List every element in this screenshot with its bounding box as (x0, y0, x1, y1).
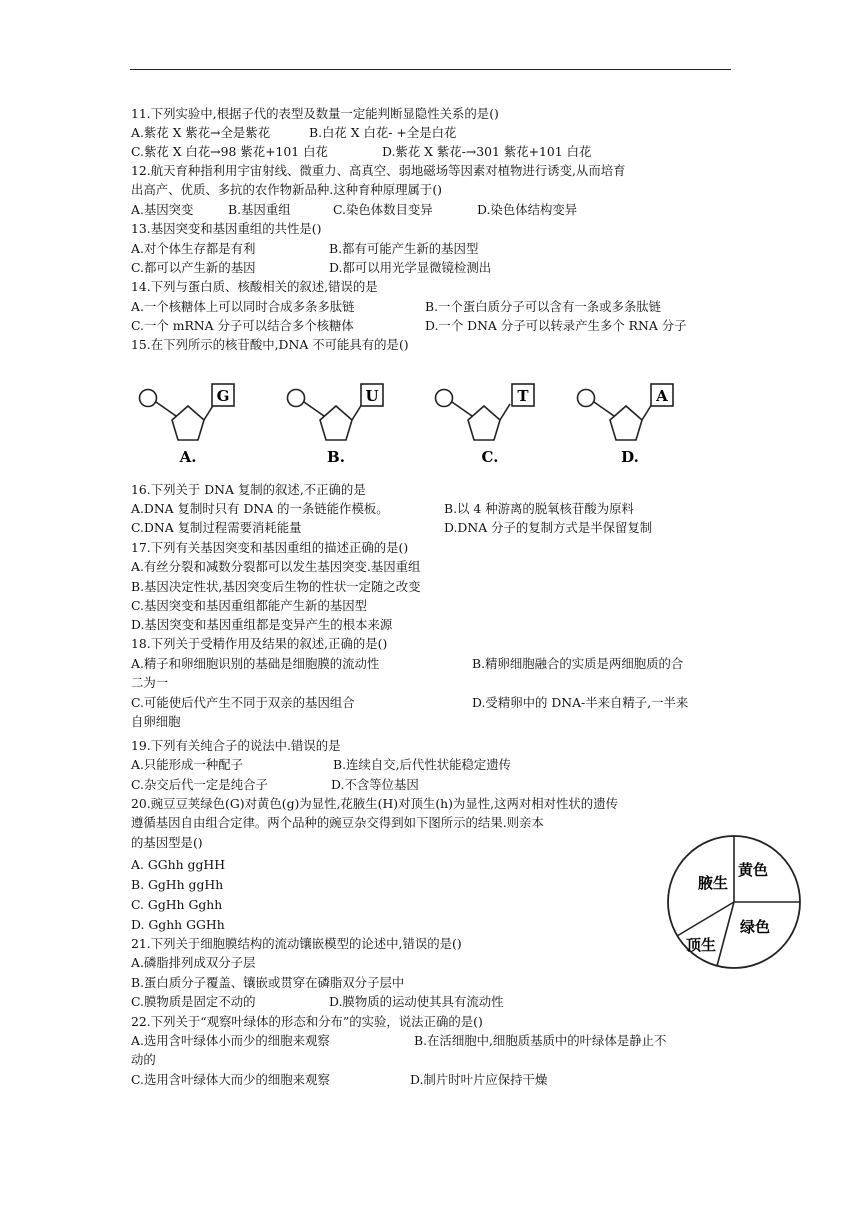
q22-option-b: B.在活细胞中,细胞质基质中的叶绿体是静止不 (414, 1033, 667, 1048)
q20-stem-line3: 的基因型是() (131, 835, 203, 850)
q11-option-c: C.紫花 X 白花→98 紫花+101 白花 (131, 144, 328, 159)
q18-option-d-cont: 自卵细胞 (131, 714, 181, 729)
q21-stem: 21.下列关于细胞膜结构的流动镶嵌模型的论述中,错误的是() (131, 936, 462, 951)
q14-stem: 14.下列与蛋白质、核酸相关的叙述,错误的是 (131, 279, 378, 294)
q15-stem: 15.在下列所示的核苷酸中,DNA 不可能具有的是() (131, 337, 409, 352)
q12-option-a: A.基因突变 (131, 202, 194, 217)
q21-option-b: B.蛋白质分子覆盖、镶嵌或贯穿在磷脂双分子层中 (131, 975, 405, 990)
pie-label-axillary: 腋生 (698, 874, 729, 892)
q16-option-d: D.DNA 分子的复制方式是半保留复制 (444, 520, 653, 535)
q13-option-a: A.对个体生存都是有利 (131, 241, 256, 256)
q11-option-a: A.紫花 X 紫花→全是紫花 (131, 125, 271, 140)
q21-option-c: C.膜物质是固定不动的 (131, 994, 256, 1009)
q17-option-b: B.基因决定性状,基因突变后生物的性状一定随之改变 (131, 579, 421, 594)
q22-option-a: A.选用含叶绿体小而少的细胞来观察 (131, 1033, 330, 1048)
base-label: G (216, 387, 230, 405)
phenotype-pie-chart (662, 830, 808, 974)
q22-option-c: C.选用含叶绿体大而少的细胞来观察 (131, 1072, 330, 1087)
q21-option-a: A.磷脂排列成双分子层 (131, 955, 256, 970)
q13-option-d: D.都可以用光学显微镜检测出 (329, 260, 492, 275)
q18-option-d: D.受精卵中的 DNA-半来自精子,一半来 (472, 695, 689, 710)
q14-option-b: B.一个蛋白质分子可以含有一条或多条肽链 (425, 299, 662, 314)
q20-option-a: A. GGhh ggHH (131, 857, 225, 872)
q21-option-d: D.膜物质的运动使其具有流动性 (329, 994, 504, 1009)
q16-option-a: A.DNA 复制时只有 DNA 的一条链能作模板。 (131, 501, 389, 516)
q11-option-d: D.紫花 X 紫花-→301 紫花+101 白花 (382, 144, 592, 159)
q16-stem: 16.下列关于 DNA 复制的叙述,不正确的是 (131, 482, 366, 497)
q22-option-b-cont: 动的 (131, 1052, 156, 1067)
q20-option-c: C. GgHh Gghh (131, 897, 223, 912)
q16-option-c: C.DNA 复制过程需要消耗能量 (131, 520, 302, 535)
base-label: A (656, 387, 668, 405)
q20-option-d: D. Gghh GGHh (131, 917, 225, 932)
q20-stem-line2: 遵循基因自由组合定律。两个品种的豌豆杂交得到如下图所示的结果.则亲本 (131, 815, 544, 830)
header-rule (130, 69, 731, 70)
q19-option-c: C.杂交后代一定是纯合子 (131, 777, 268, 792)
pie-label-green: 绿色 (740, 918, 771, 936)
q14-option-d: D.一个 DNA 分子可以转录产生多个 RNA 分子 (425, 318, 687, 333)
q12-stem-line1: 12.航天育种指利用宇宙射线、微重力、高真空、弱地磁场等因素对植物进行诱变,从而培育 (131, 163, 626, 178)
q13-option-b: B.都有可能产生新的基因型 (329, 241, 479, 256)
q19-option-b: B.连续自交,后代性状能稳定遗传 (333, 757, 512, 772)
q12-option-c: C.染色体数目变异 (333, 202, 433, 217)
q12-option-d: D.染色体结构变异 (477, 202, 578, 217)
q12-stem-line2: 出高产、优质、多抗的农作物新品种.这种育种原理属于() (131, 182, 442, 197)
pie-label-terminal: 顶生 (686, 936, 717, 954)
q11-stem: 11.下列实验中,根据子代的表型及数量一定能判断显隐性关系的是() (131, 106, 499, 121)
choice-label: D. (621, 448, 639, 466)
q19-option-a: A.只能形成一种配子 (131, 757, 244, 772)
choice-label: B. (327, 448, 345, 466)
q17-option-c: C.基因突变和基因重组都能产生新的基因型 (131, 598, 368, 613)
q17-option-a: A.有丝分裂和减数分裂都可以发生基因突变.基因重组 (131, 559, 421, 574)
nucleotide-c (436, 384, 535, 466)
q22-option-d: D.制片时叶片应保持干燥 (410, 1072, 548, 1087)
q13-option-c: C.都可以产生新的基因 (131, 260, 256, 275)
q20-option-b: B. GgHh ggHh (131, 877, 224, 892)
q19-option-d: D.不含等位基因 (331, 777, 419, 792)
q18-option-b-cont: 二为一 (131, 675, 169, 690)
nucleotide-a (140, 384, 235, 466)
q18-option-c: C.可能使后代产生不同于双亲的基因组合 (131, 695, 355, 710)
q12-option-b: B.基因重组 (228, 202, 291, 217)
q20-stem-line1: 20.豌豆豆荚绿色(G)对黄色(g)为显性,花腋生(H)对顶生(h)为显性,这两对相对性状的遗传 (131, 796, 618, 811)
base-label: T (517, 387, 529, 405)
choice-label: C. (481, 448, 499, 466)
q17-stem: 17.下列有关基因突变和基因重组的描述正确的是() (131, 540, 409, 555)
q13-stem: 13.基因突变和基因重组的共性是() (131, 221, 322, 236)
q22-stem: 22.下列关于“观察叶绿体的形态和分布”的实验，说法正确的是() (131, 1014, 483, 1029)
nucleotide-b (288, 384, 384, 466)
q11-option-b: B.白花 X 白花- +全是白花 (309, 125, 457, 140)
q14-option-c: C.一个 mRNA 分子可以结合多个核糖体 (131, 318, 354, 333)
nucleotide-figure (128, 370, 694, 480)
choice-label: A. (179, 448, 197, 466)
q19-stem: 19.下列有关纯合子的说法中.错误的是 (131, 738, 341, 753)
q14-option-a: A.一个核糖体上可以同时合成多条多肽链 (131, 299, 355, 314)
q17-option-d: D.基因突变和基因重组都是变异产生的根本来源 (131, 617, 393, 632)
base-label: U (365, 387, 379, 405)
q18-stem: 18.下列关于受精作用及结果的叙述,正确的是() (131, 636, 388, 651)
q18-option-a: A.精子和卵细胞识别的基础是细胞膜的流动性 (131, 656, 380, 671)
nucleotide-d (578, 384, 674, 466)
q18-option-b: B.精卵细胞融合的实质是两细胞质的合 (472, 656, 684, 671)
q16-option-b: B.以 4 种游离的脱氧核苷酸为原料 (444, 501, 634, 516)
pie-label-yellow: 黄色 (738, 861, 769, 879)
